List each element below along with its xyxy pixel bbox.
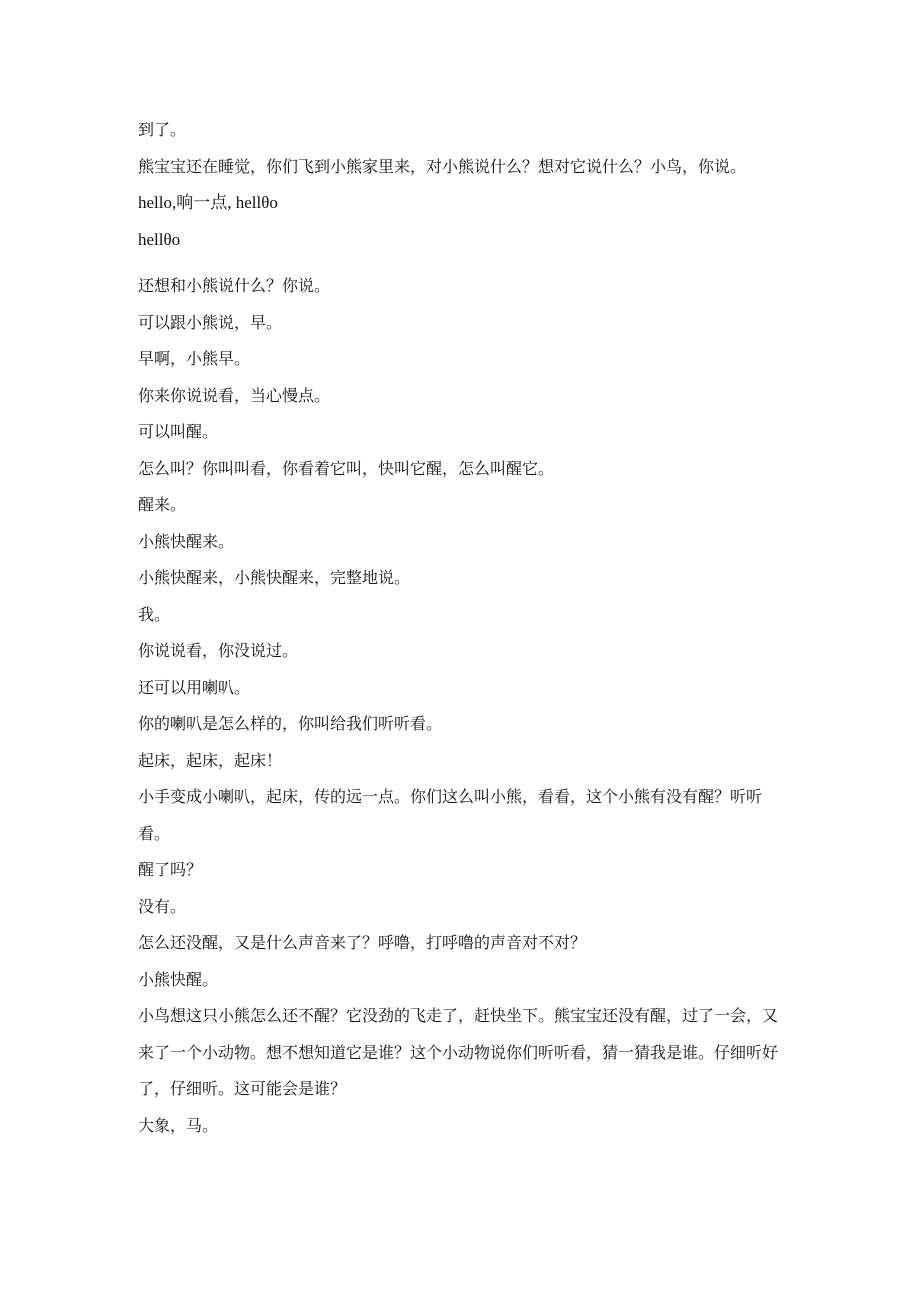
- paragraph: 还想和小熊说什么？你说。: [138, 276, 331, 295]
- paragraph: 小熊快醒来。: [138, 531, 235, 551]
- paragraph: 你的喇叭是怎么样的，你叫给我们听听看。: [138, 714, 443, 733]
- paragraph: 小熊快醒来，小熊快醒来，完整地说。: [138, 568, 411, 587]
- paragraph: 没有。: [138, 896, 187, 916]
- paragraph: 早啊，小熊早。: [138, 349, 251, 368]
- document-body: [138, 112, 778, 1144]
- paragraph: 怎么叫？你叫叫看，你看着它叫，快叫它醒，怎么叫醒它。: [138, 458, 555, 478]
- paragraph: 熊宝宝还在睡觉，你们飞到小熊家里来，对小熊说什么？想对它说什么？小鸟，你说。: [138, 156, 747, 176]
- paragraph: 醒了吗？: [138, 860, 203, 879]
- paragraph: 小熊快醒。: [138, 969, 219, 989]
- paragraph: 可以跟小熊说，早。: [138, 312, 283, 332]
- paragraph: 大象，马。: [138, 1115, 219, 1135]
- paragraph: 小鸟想这只小熊怎么还不醒？它没劲的飞走了，赶快坐下。熊宝宝还没有醒，过了一会，又来了一个小动物。想不想知道它是谁？这个小动物说你们听听看，猜一猜我是谁。仔细听好了，仔细听。这可能会是谁？: [138, 1006, 779, 1098]
- paragraph: 我。: [138, 604, 171, 624]
- paragraph: 还可以用喇叭。: [138, 677, 251, 697]
- paragraph: 你说说看，你没说过。: [138, 641, 299, 660]
- paragraph-spacer: [138, 258, 778, 268]
- paragraph: 你来你说说看，当心慢点。: [138, 385, 331, 405]
- paragraph: 小手变成小喇叭，起床，传的远一点。你们这么叫小熊，看看，这个小熊有没有醒？听听看。: [138, 787, 763, 843]
- paragraph: 醒来。: [138, 495, 187, 514]
- paragraph: 怎么还没醒，又是什么声音来了？呼噜，打呼噜的声音对不对？: [138, 933, 587, 952]
- paragraph: hello,响一点, hellθo: [138, 193, 278, 212]
- paragraph: 可以叫醒。: [138, 422, 219, 441]
- paragraph: hellθo: [138, 229, 181, 249]
- paragraph: 起床，起床，起床！: [138, 750, 283, 770]
- paragraph: 到了。: [138, 120, 187, 139]
